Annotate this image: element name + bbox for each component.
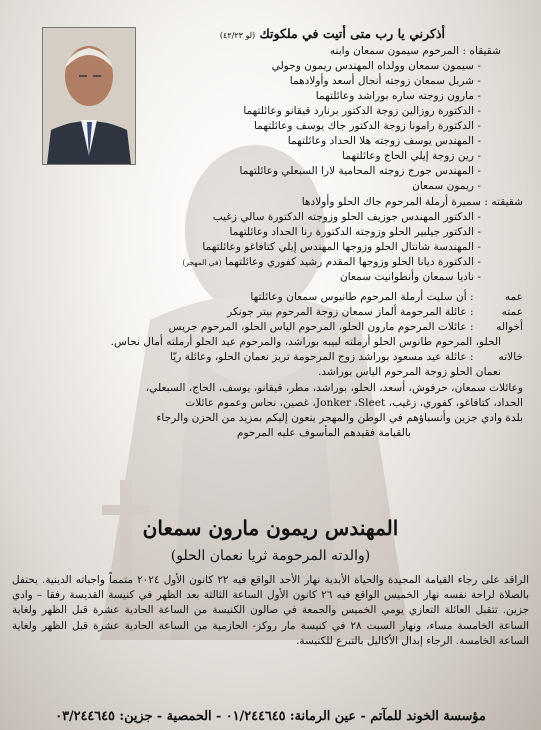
brothers-line-1: - سيمون سمعان وولداه المهندس ريمون وجولي bbox=[271, 60, 481, 72]
funeral-details: الراقد على رجاء القيامة المجيدة والحياة الأبدية نهار الأحد الواقع فيه ٢٢ كانون الأول ٢٠٢٤ متمماً واجباته الدينية. يحتفل بالصلاة لراحة نفسه نهار الخميس الواقع فيه ٢٦ كانون الأول الساعة الثالثة بعد الظهر في كنيسة القديسة رفقا – وادي جزين. تتقبل العائلة التعازي يومي الخميس والجمعة في صالون الكنيسة من الساعة الحادية عشرة قبل الظهر ولغاية الساعة الخامسة مساء، ونهار السبت ٢٨ في كنيسة مار روكز- الحازمية من الساعة الحادية عشرة قبل الظهر ولغاية الساعة الخامسة. الرجاء إبدال الأكاليل بالتبرع للكنيسة. bbox=[12, 574, 530, 647]
brothers-line-5: - الدكتورة رامونا زوجة الدكتور جاك يوسف وعائلتهما bbox=[254, 120, 481, 132]
brothers-line-8: - المهندس جورج زوجته المحامية لارا السبعلي وعائلتهما bbox=[239, 165, 481, 177]
sister-line-1: - الدكتور المهندس جوزيف الحلو وزوجته الدكتورة سالي زغيب bbox=[212, 211, 481, 223]
uncle-line: عمه : أن سليت أرملة المرحوم طانيوس سمعان وعائلتها bbox=[250, 291, 523, 303]
maternal-aunts-line-1: نعمان الحلو زوجة المرحوم الياس بوراشد. bbox=[317, 366, 501, 378]
maternal-uncles-line-0: أخواله : عائلات المرحوم مارون الحلو، المرحوم الياس الحلو، المرحوم جريس bbox=[168, 321, 523, 333]
brothers-line-7: - رين زوجة إيلي الحاج وعائلتهما bbox=[342, 150, 481, 162]
sister-line-2: - الدكتور جيلبير الحلو وزوجته الدكتورة رنا الحداد وعائلتهما bbox=[229, 226, 481, 238]
brothers-line-6: - المهندس يوسف زوجته هلا الحداد وعائلتهما bbox=[287, 135, 481, 147]
funeral-home-footer: مؤسسة الخوند للمآتم - عين الرمانة: ٠١/٢٤٤٦٤٥ - الحمصية - جزين: ٠٣/٢٤٤٦٤٥ bbox=[55, 709, 486, 724]
brothers-line-4: - الدكتورة روزالين زوجة الدكتور برنارد قيقانو وعائلتهما bbox=[243, 105, 481, 117]
brothers-line-0: شقيقاه : المرحوم سيمون سمعان وابنه bbox=[329, 45, 501, 57]
families-line-1: الحداد، كتافاغو، كفوري، زغيب، Jonker ،Sleet، غصين، نحاس وعموم عائلات bbox=[185, 397, 523, 409]
brothers-line-2: - شربل سمعان زوجته أنجال أسعد وأولادهما bbox=[289, 75, 481, 87]
sister-line-4: - الدكتورة ديانا الحلو وزوجها المقدم رشيد كفوري وعائلتهما (في المهجر) bbox=[182, 256, 481, 268]
maternal-uncles-line-1: الحلو، المرحوم طانوس الحلو أرملته لبيبه بوراشد، والمرحوم عيد الحلو أرملته أمال نحاس. bbox=[110, 336, 501, 348]
sister-line-0: شقيقته : سميرة أرملة المرحوم جاك الحلو وأولادها bbox=[301, 196, 523, 208]
families-line-3: بالقيامة فقيدهم المأسوف عليه المرحوم bbox=[236, 427, 411, 439]
deceased-name: المهندس ريمون مارون سمعان bbox=[142, 516, 399, 540]
maternal-aunts-line-0: خالاته : عائلة عيد مسعود بوراشد زوج المرحومة تريز نعمان الحلو، وعائلة ريّا bbox=[170, 351, 523, 363]
aunt-line: عمته : عائلة المرحومة ألماز سمعان زوجة المرحوم بيتر جونكر bbox=[227, 306, 523, 318]
brothers-line-9: - ريمون سمعان bbox=[412, 180, 481, 192]
mother-line: (والدته المرحومة ثريا نعمان الحلو) bbox=[170, 548, 371, 564]
brothers-line-3: - مارون زوجته ساره بوراشد وعائلتهما bbox=[315, 90, 481, 102]
bible-verse: أذكرني يا رب متى أتيت في ملكوتك (لو ٤٢/٢٣) bbox=[219, 26, 445, 41]
sister-line-3: - المهندسة شانتال الحلو وزوجها المهندس إيلي كتافاغو وعائلتهما bbox=[202, 241, 481, 253]
families-line-0: وعائلات سمعان، حرفوش، أسعد، الحلو، بوراشد، مطر، قيقانو، يوسف، الحاج، السبعلي، bbox=[145, 382, 523, 394]
sister-line-5: - ناديا سمعان وأنطوانيت سمعان bbox=[339, 271, 481, 283]
deceased-photo bbox=[42, 27, 136, 165]
families-line-2: بلدة وادي جزين وأنسباؤهم في الوطن والمهجر ينعون إليكم بمزيد من الحزن والرجاء bbox=[156, 412, 523, 424]
